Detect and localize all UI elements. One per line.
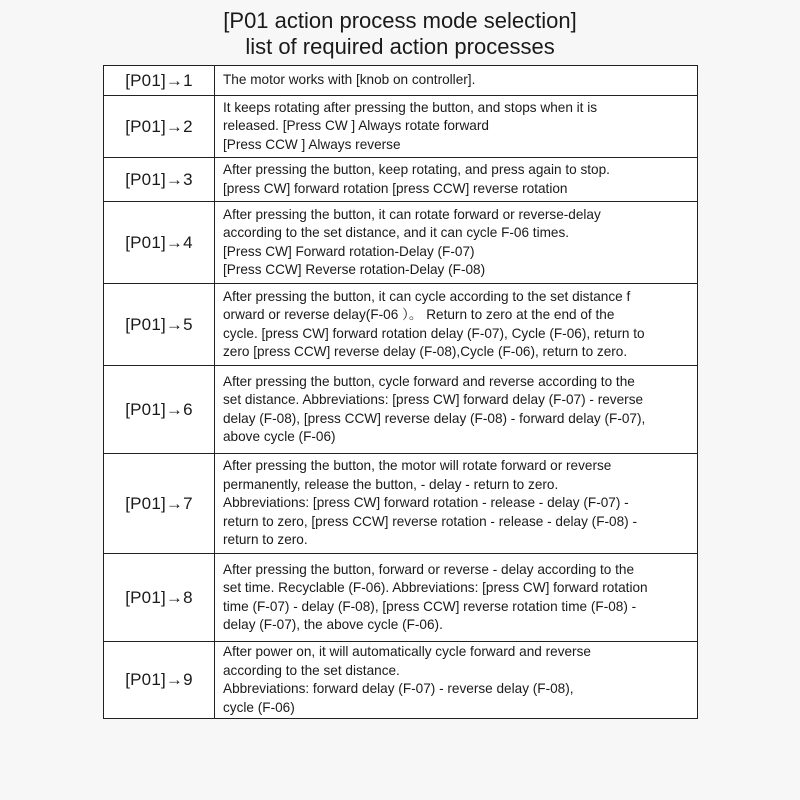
mode-description-cell <box>215 454 697 553</box>
description-line: return to zero, [press CCW] reverse rotation - release - delay (F-08) - <box>223 513 637 529</box>
description-line: [press CW] forward rotation [press CCW] reverse rotation <box>223 180 568 196</box>
mode-label-cell: [P01]→1 <box>104 66 215 95</box>
mode-label-cell: [P01]→4 <box>104 202 215 283</box>
table-row <box>104 202 697 284</box>
mode-table <box>103 65 698 719</box>
description-line: set distance. Abbreviations: [press CW] forward delay (F-07) - reverse <box>223 392 644 407</box>
description-line: After pressing the button, cycle forward and reverse according to the <box>223 373 635 389</box>
description-line: return to zero. <box>223 532 308 548</box>
mode-label-cell: [P01]→9 <box>104 642 215 718</box>
description-line: permanently, release the button, - delay - return to zero. <box>223 476 559 492</box>
description-line: The motor works with [knob on controller]. <box>223 72 476 88</box>
mode-description-cell <box>215 642 697 718</box>
mode-label-cell: [P01]→2 <box>104 96 215 157</box>
table-row <box>104 366 697 454</box>
mode-label-cell: [P01]→7 <box>104 454 215 553</box>
mode-label-cell: [P01]→5 <box>104 284 215 365</box>
table-row <box>104 158 697 202</box>
table-row <box>104 454 697 554</box>
table-row <box>104 66 697 96</box>
mode-description-cell <box>215 202 697 283</box>
description-line: After pressing the button, it can rotate forward or reverse-delay <box>223 206 601 222</box>
table-row <box>104 642 697 718</box>
description-line: above cycle (F-06) <box>223 429 336 444</box>
description-line: After pressing the button, keep rotating, and press again to stop. <box>223 162 610 177</box>
mode-description-cell <box>215 366 697 453</box>
description-line: time (F-07) - delay (F-08), [press CCW] reverse rotation time (F-08) - <box>223 598 637 614</box>
description-line: After pressing the button, forward or reverse - delay according to the <box>223 561 635 577</box>
mode-description-cell <box>215 554 697 641</box>
mode-description-cell <box>215 284 697 365</box>
description-line: orward or reverse delay(F-06 ）。 Return to zero at the end of the <box>223 307 615 322</box>
description-line: After pressing the button, the motor will rotate forward or reverse <box>223 458 612 474</box>
description-line: according to the set distance, and it can cycle F-06 times. <box>223 225 570 240</box>
description-line: delay (F-08), [press CCW] reverse delay (F-08) - forward delay (F-07), <box>223 410 646 426</box>
description-line: delay (F-07), the above cycle (F-06). <box>223 617 443 632</box>
mode-label-cell: [P01]→3 <box>104 158 215 201</box>
mode-label-cell: [P01]→6 <box>104 366 215 453</box>
description-line: [Press CCW ] Always reverse <box>223 136 401 152</box>
description-line: cycle (F-06) <box>223 699 295 715</box>
description-line: After power on, it will automatically cycle forward and reverse <box>223 644 591 659</box>
mode-description-cell <box>215 66 697 95</box>
description-line: set time. Recyclable (F-06). Abbreviations: [press CW] forward rotation <box>223 580 648 595</box>
description-line: It keeps rotating after pressing the button, and stops when it is <box>223 99 598 115</box>
table-row <box>104 284 697 366</box>
description-line: zero [press CCW] reverse delay (F-08),Cycle (F-06), return to zero. <box>223 344 628 359</box>
description-line: [Press CW] Forward rotation-Delay (F-07) <box>223 243 475 259</box>
mode-description-cell <box>215 158 697 201</box>
description-line: according to the set distance. <box>223 662 400 678</box>
description-line: cycle. [press CW] forward rotation delay (F-07), Cycle (F-06), return to <box>223 325 645 341</box>
title-line-1: [P01 action process mode selection] <box>223 8 577 33</box>
page-title <box>0 8 800 60</box>
description-line: released. [Press CW ] Always rotate forward <box>223 118 489 134</box>
description-line: [Press CCW] Reverse rotation-Delay (F-08) <box>223 262 486 277</box>
mode-label-cell: [P01]→8 <box>104 554 215 641</box>
description-line: Abbreviations: [press CW] forward rotation - release - delay (F-07) - <box>223 495 629 511</box>
table-row <box>104 554 697 642</box>
mode-description-cell <box>215 96 697 157</box>
description-line: After pressing the button, it can cycle according to the set distance f <box>223 288 631 304</box>
table-row <box>104 96 697 158</box>
description-line: Abbreviations: forward delay (F-07) - reverse delay (F-08), <box>223 681 574 696</box>
title-line-2: list of required action processes <box>245 34 555 59</box>
